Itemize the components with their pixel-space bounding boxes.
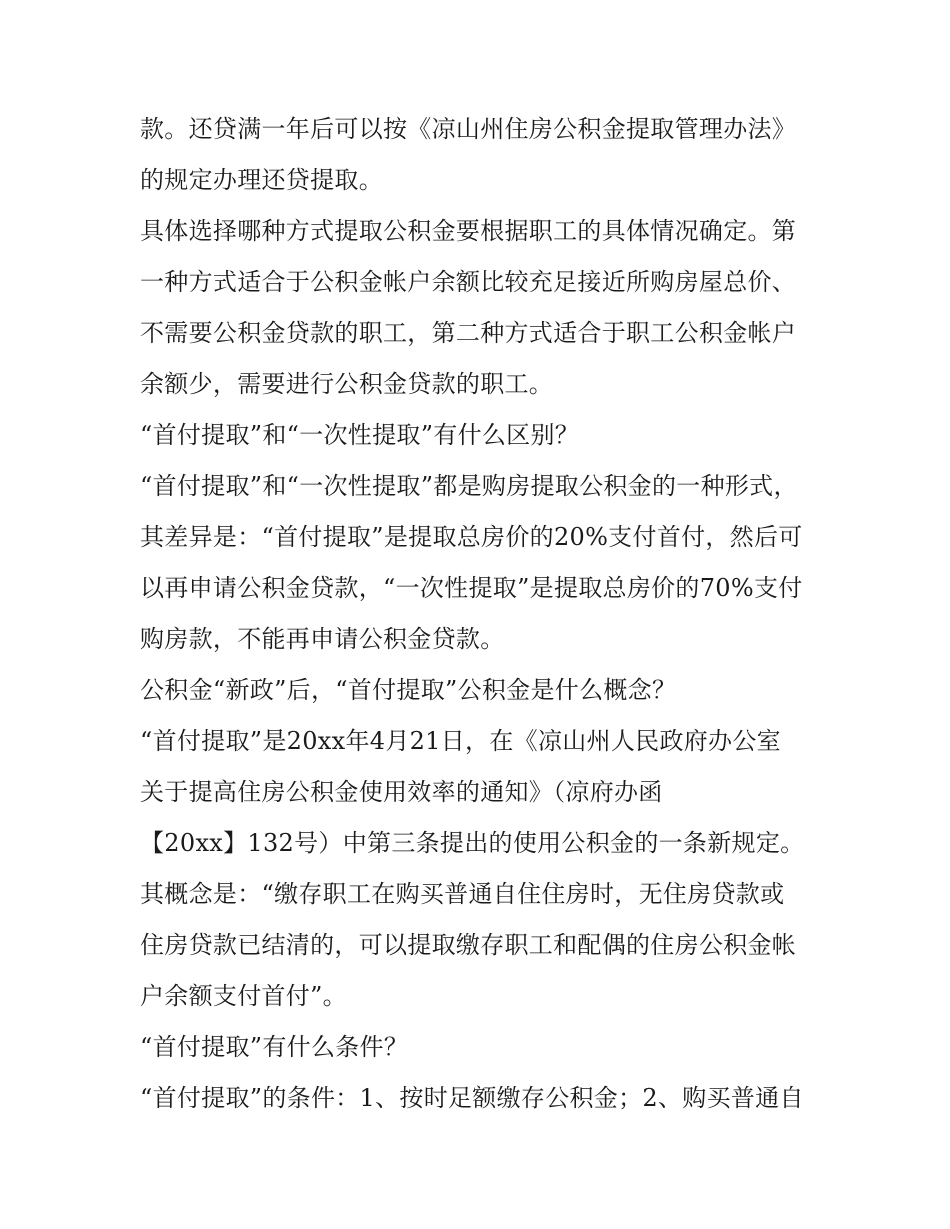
text-line: 款。还贷满一年后可以按《凉山州住房公积金提取管理办法》 <box>140 115 797 143</box>
text-line: 购房款，不能再申请公积金贷款。 <box>140 625 505 653</box>
text-line: 其概念是：“缴存职工在购买普通自住住房时，无住房贷款或 <box>140 880 785 908</box>
text-line: 一种方式适合于公积金帐户余额比较充足接近所购房屋总价、 <box>140 268 797 296</box>
text-line: “首付提取”的条件：1、按时足额缴存公积金；2、购买普通自 <box>140 1084 804 1112</box>
text-line: 其差异是：“首付提取”是提取总房价的20%支付首付，然后可 <box>140 523 803 551</box>
text-line: 的规定办理还贷提取。 <box>140 166 383 194</box>
text-line: 住房贷款已结清的，可以提取缴存职工和配偶的住房公积金帐 <box>140 931 797 959</box>
text-line: 以再申请公积金贷款，“一次性提取”是提取总房价的70%支付 <box>140 574 803 602</box>
document-body <box>140 104 820 1124</box>
question-heading: “首付提取”有什么条件？ <box>140 1033 409 1061</box>
text-line: 余额少，需要进行公积金贷款的职工。 <box>140 370 554 398</box>
question-heading: 公积金“新政”后，“首付提取”公积金是什么概念？ <box>140 676 677 704</box>
text-line: “首付提取”和“一次性提取”都是购房提取公积金的一种形式， <box>140 472 798 500</box>
text-line: 具体选择哪种方式提取公积金要根据职工的具体情况确定。第 <box>140 217 797 245</box>
text-line: 不需要公积金贷款的职工，第二种方式适合于职工公积金帐户 <box>140 319 797 347</box>
text-line: “首付提取”是20xx年4月21日，在《凉山州人民政府办公室 <box>140 727 781 755</box>
text-line: 户余额支付首付”。 <box>140 982 347 1010</box>
question-heading: “首付提取”和“一次性提取”有什么区别？ <box>140 421 580 449</box>
text-line: 关于提高住房公积金使用效率的通知》（凉府办函 <box>140 778 663 806</box>
text-line: 【20xx】132号）中第三条提出的使用公积金的一条新规定。 <box>140 829 805 857</box>
